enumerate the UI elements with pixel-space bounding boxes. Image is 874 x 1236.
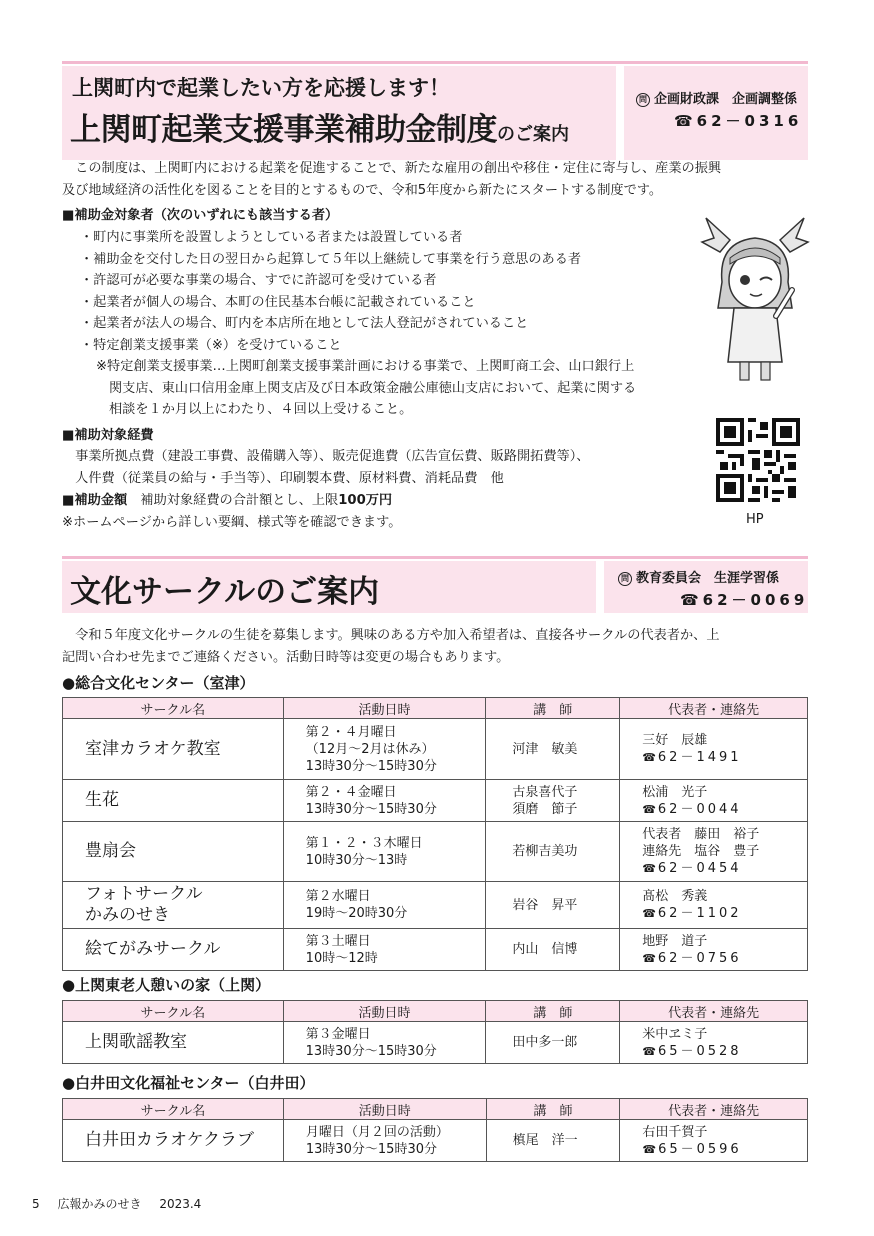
contact-cell: [620, 929, 808, 971]
contact-cell: [620, 780, 808, 822]
circle-table: [62, 697, 808, 971]
section1-intro-line: この制度は、上関町内における起業を促進することで、新たな雇用の創出や移住・定住に寄与し、産業の振興: [62, 161, 722, 176]
phone-icon: ☎: [642, 951, 656, 965]
section1-subtitle: 上関町内で起業したい方を応援します！: [72, 76, 450, 100]
section1-intro-line: 及び地域経済の活性化を図ることを目的とするもので、令和5年度から新たにスタートする制度です。: [62, 182, 663, 198]
instructor-cell: [486, 780, 620, 822]
section1-title-suffix: のご案内: [497, 124, 569, 145]
circle-name: [63, 1120, 284, 1162]
header-schedule: 活動日時: [283, 1001, 486, 1022]
tel-line: [642, 860, 803, 877]
section2-title-box: [62, 561, 596, 613]
schedule-line: 13時30分～15時30分: [305, 1043, 437, 1059]
contact-cell: [620, 719, 808, 780]
amount-value: 100万円: [338, 493, 393, 508]
table-row: [63, 822, 808, 882]
schedule-line: 19時～20時30分: [305, 906, 408, 921]
contact-cell: [620, 1120, 808, 1162]
header-instructor: 講 師: [486, 698, 620, 719]
venue-heading: ●白井田文化福祉センター（白井田）: [62, 1074, 315, 1092]
instructor-line: 古泉喜代子: [512, 784, 578, 800]
publication-name: 広報かみのせき: [57, 1197, 142, 1211]
header-schedule: 活動日時: [283, 1099, 486, 1120]
qr-code[interactable]: [716, 418, 800, 502]
table-header: [63, 698, 808, 719]
note-text: [96, 356, 636, 421]
instructor-cell: [486, 1022, 620, 1064]
schedule-cell: [283, 1022, 486, 1064]
phone-icon: ☎: [642, 862, 656, 875]
tel-number: 62－0454: [657, 861, 742, 876]
schedule-line: 第３土曜日: [305, 933, 371, 949]
header-contact: 代表者・連絡先: [620, 698, 808, 719]
instructor-cell: [486, 1120, 620, 1162]
schedule-cell: [283, 780, 486, 822]
schedule-line: 第２・４金曜日: [305, 784, 397, 800]
target-item: ・補助金を交付した日の翌日から起算して５年以上継続して事業を行う意思のある者: [80, 251, 582, 267]
target-item: ・許認可が必要な事業の場合、すでに許認可を受けている者: [80, 273, 437, 288]
rep-line: 代表者 藤田 裕子: [642, 827, 760, 842]
instructor-cell: [486, 719, 620, 780]
inquiry-icon: 問: [636, 93, 650, 107]
header-circle-name: サークル名: [63, 698, 284, 719]
rep-line: 地野 道子: [642, 933, 708, 949]
phone-icon: ☎: [642, 1044, 656, 1058]
rep-line: 髙松 秀義: [642, 889, 708, 904]
contact-cell: [620, 1022, 808, 1064]
page-footer: [32, 1195, 215, 1212]
note-line: 相談を１か月以上にわたり、４回以上受けること。: [109, 402, 413, 417]
circle-name-line: 白井田カラオケクラブ: [85, 1130, 254, 1150]
contact-cell: [620, 822, 808, 882]
section2-top-rule: [62, 556, 808, 559]
qr-label: HP: [746, 512, 764, 527]
section1-contact-text: 企画財政課 企画調整係: [654, 92, 798, 107]
schedule-line: 第３金曜日: [305, 1026, 371, 1042]
circle-name-line: フォトサークル: [85, 884, 203, 904]
circle-name-line: 絵てがみサークル: [85, 939, 221, 959]
schedule-line: 10時～12時: [305, 950, 378, 966]
table-header: [63, 1001, 808, 1022]
tel-number: 65－0596: [658, 1141, 742, 1157]
tel-line: [642, 1141, 803, 1158]
schedule-line: 10時30分～13時: [305, 852, 408, 868]
header-circle-name: サークル名: [63, 1001, 284, 1022]
schedule-cell: [283, 719, 486, 780]
header-contact: 代表者・連絡先: [620, 1001, 808, 1022]
amount-text: 補助対象経費の合計額とし、上限: [140, 493, 339, 508]
header-contact: 代表者・連絡先: [620, 1099, 808, 1120]
mascot-illustration: [700, 212, 810, 384]
header-instructor: 講 師: [486, 1001, 620, 1022]
tel-number: 62－0044: [657, 801, 742, 817]
schedule-cell: [283, 822, 486, 882]
schedule-line: 13時30分～15時30分: [305, 801, 437, 817]
instructor-line: 須磨 節子: [512, 801, 578, 817]
section1-title-box: [62, 66, 616, 160]
instructor-cell: [486, 822, 620, 882]
amount-line: [62, 490, 392, 512]
targets-list: [80, 227, 581, 356]
contact-cell: [620, 882, 808, 929]
circle-name: [63, 780, 284, 822]
target-item: ・特定創業支援事業（※）を受けていること: [80, 337, 342, 353]
tel-number: 65－0528: [657, 1043, 742, 1059]
expenses-line: 事業所拠点費（建設工事費、設備購入等）、販売促進費（広告宣伝費、販路開拓費等）、: [62, 449, 590, 464]
circle-name: [63, 822, 284, 882]
header-circle-name: サークル名: [63, 1099, 284, 1120]
venue-heading: ●総合文化センター（室津）: [62, 674, 255, 692]
schedule-cell: [283, 882, 486, 929]
section2-banner: [62, 561, 808, 613]
expenses-line: 人件費（従業員の給与・手当等）、印刷製本費、原材料費、消耗品費 他: [62, 470, 504, 486]
table-row: [63, 1120, 808, 1162]
section2-intro: [62, 625, 720, 668]
tel-number: 62－0756: [657, 950, 742, 966]
target-item: ・起業者が法人の場合、町内を本店所在地として法人登記がされていること: [80, 316, 529, 331]
section1-contact-box: [624, 66, 808, 160]
rep-line: 松浦 光子: [642, 784, 708, 800]
phone-icon: ☎: [642, 751, 656, 764]
tel-number: 62－1491: [657, 750, 742, 765]
table-row: [63, 780, 808, 822]
section2-contact: [618, 567, 779, 586]
instructor-line: 槙尾 洋一: [512, 1133, 578, 1148]
instructor-line: 河津 敏美: [512, 741, 578, 757]
section2-intro-line: 令和５年度文化サークルの生徒を募集します。興味のある方や加入希望者は、直接各サークルの代表者か、上: [62, 628, 720, 643]
inquiry-icon: 問: [618, 572, 632, 586]
instructor-cell: [486, 929, 620, 971]
schedule-cell: [283, 1120, 486, 1162]
tel-line: [642, 905, 803, 922]
section2-intro-line: 記問い合わせ先までご連絡ください。活動日時等は変更の場合もあります。: [62, 649, 510, 665]
table-row: [63, 1022, 808, 1064]
section1-title: [70, 104, 569, 149]
circle-name-line: 生花: [85, 790, 119, 810]
instructor-line: 若柳吉美功: [512, 844, 578, 859]
expenses-text: [62, 446, 589, 489]
issue-date: 2023.4: [159, 1197, 202, 1211]
table-row: [63, 882, 808, 929]
tel-line: [642, 801, 803, 818]
rep-line: 三好 辰雄: [642, 733, 708, 748]
table-row: [63, 929, 808, 971]
rep-line: 連絡先 塩谷 豊子: [642, 844, 760, 859]
schedule-line: 月曜日（月２回の活動）: [305, 1124, 449, 1140]
section2-contact-text: 教育委員会 生涯学習係: [636, 571, 780, 586]
note-line: 関支店、東山口信用金庫上関支店及び日本政策金融公庫徳山支店において、起業に関する: [109, 380, 637, 396]
tel-line: [642, 950, 803, 967]
note-line: ※特定創業支援事業…上関町創業支援事業計画における事業で、上関町商工会、山口銀行上: [96, 359, 635, 374]
schedule-line: 13時30分～15時30分: [305, 1141, 437, 1157]
circle-name-line: 豊扇会: [85, 841, 136, 861]
instructor-cell: [486, 882, 620, 929]
schedule-line: （12月～2月は休み）: [305, 741, 435, 757]
circle-name: [63, 1022, 284, 1064]
section2-tel: ☎62－0069: [680, 591, 809, 609]
section1-top-rule: [62, 61, 808, 64]
phone-icon: ☎: [642, 907, 656, 920]
tel-line: [642, 1043, 803, 1060]
phone-icon: ☎: [642, 1142, 657, 1156]
instructor-line: 岩谷 昇平: [512, 897, 578, 913]
section1-tel: ☎62－0316: [674, 112, 803, 130]
target-item: ・起業者が個人の場合、本町の住民基本台帳に記載されていること: [80, 294, 476, 310]
section1-title-text: 上関町起業支援事業補助金制度: [70, 112, 497, 148]
circle-name: [63, 882, 284, 929]
section2-contact-box: [604, 561, 808, 613]
circle-name: [63, 719, 284, 780]
schedule-line: 第２水曜日: [305, 889, 371, 904]
section1-contact: [636, 88, 797, 107]
expenses-heading: ■補助対象経費: [62, 428, 154, 443]
circle-table: [62, 1098, 808, 1162]
target-item: ・町内に事業所を設置しようとしている者または設置している者: [80, 230, 463, 245]
table-row: [63, 719, 808, 780]
instructor-line: 田中多一郎: [512, 1035, 578, 1050]
schedule-line: 第１・２・３木曜日: [305, 835, 423, 851]
circle-table: [62, 1000, 808, 1064]
tel-number: 62－1102: [657, 906, 742, 921]
section1-intro: [62, 158, 721, 201]
tel-line: [642, 749, 803, 766]
header-instructor: 講 師: [486, 1099, 620, 1120]
rep-line: 米中ヱミ子: [642, 1026, 708, 1042]
circle-name-line: かみのせき: [85, 905, 170, 925]
amount-label: ■補助金額: [62, 493, 128, 508]
rep-line: 右田千賀子: [642, 1124, 708, 1140]
phone-icon: ☎: [642, 802, 656, 816]
section1-banner: [62, 66, 808, 160]
section2-title: 文化サークルのご案内: [70, 574, 380, 610]
targets-heading: ■補助金対象者（次のいずれにも該当する者）: [62, 208, 339, 223]
circle-name-line: 上関歌謡教室: [85, 1032, 187, 1052]
table-header: [63, 1099, 808, 1120]
venue-heading: ●上関東老人憩いの家（上関）: [62, 976, 271, 994]
schedule-line: 第２・４月曜日: [305, 724, 397, 740]
circle-name: [63, 929, 284, 971]
page-number: 5: [32, 1197, 40, 1211]
schedule-cell: [283, 929, 486, 971]
homepage-note: ※ホームページから詳しい要綱、様式等を確認できます。: [62, 515, 402, 530]
schedule-line: 13時30分～15時30分: [305, 758, 437, 774]
instructor-line: 内山 信博: [512, 942, 578, 957]
header-schedule: 活動日時: [283, 698, 486, 719]
circle-name-line: 室津カラオケ教室: [85, 738, 221, 759]
